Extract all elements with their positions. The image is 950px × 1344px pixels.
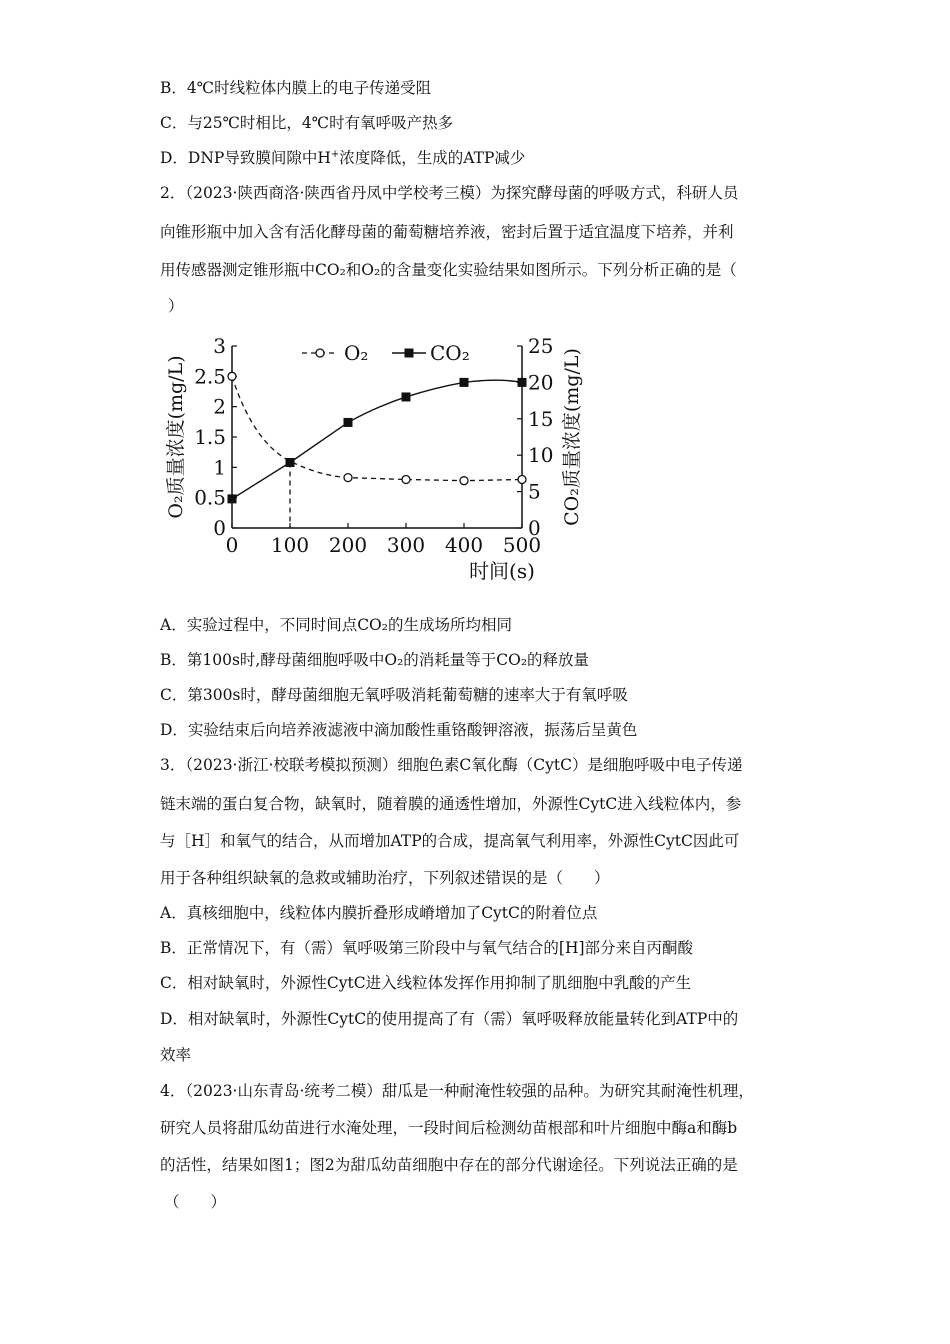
q1-option-c: C．与25℃时相比，4℃时有氧呼吸产热多 [160, 114, 454, 132]
y-left-tick-label: 3 [213, 334, 226, 358]
y-right-axis-title: CO₂质量浓度(mg/L) [561, 348, 583, 526]
q3-option-b: B．正常情况下，有（需）氧呼吸第三阶段中与氧气结合的[H]部分来自丙酮酸 [160, 939, 694, 957]
o2-point [518, 475, 526, 483]
o2-point [460, 477, 468, 485]
q2-option-b: B．第100s时,酵母菌细胞呼吸中O₂的消耗量等于CO₂的释放量 [160, 651, 590, 669]
y-left-tick-label: 0 [213, 516, 226, 540]
co2-point [460, 378, 469, 387]
x-tick-label: 300 [386, 533, 426, 557]
co2-point [286, 458, 295, 467]
x-axis-title: 时间(s) [469, 559, 535, 583]
legend-o2-label: O₂ [344, 341, 369, 365]
chart-axes [165, 334, 583, 583]
q2-stem-1: 2．（2023·陕西商洛·陕西省丹凤中学校考三模）为探究酵母菌的呼吸方式，科研人员 [160, 184, 739, 202]
q3-stem-4: 用于各种组织缺氧的急救或辅助治疗，下列叙述错误的是（ ） [160, 869, 610, 887]
legend-co2-label: CO₂ [430, 341, 470, 365]
y-left-tick-label: 1.5 [194, 425, 226, 449]
q1-option-b: B．4℃时线粒体内膜上的电子传递受阻 [160, 79, 432, 97]
q3-option-a: A．真核细胞中，线粒体内膜折叠形成嵴增加了CytC的附着位点 [160, 904, 598, 922]
x-tick-label: 500 [502, 533, 542, 557]
x-tick-label: 200 [328, 533, 368, 557]
series-co2 [228, 378, 527, 503]
q1-option-d-sup: + [330, 148, 340, 160]
y-right-tick-label: 20 [528, 370, 554, 395]
q4-stem-4: （ ） [164, 1193, 227, 1211]
series-o2 [228, 372, 526, 484]
q2-stem-3: 用传感器测定锥形瓶中CO₂和O₂的含量变化实验结果如图所示。下列分析正确的是（ [160, 261, 737, 279]
y-left-tick-label: 0.5 [194, 485, 226, 510]
legend-co2-marker [405, 349, 414, 358]
o2-point [402, 475, 410, 483]
q3-stem-2: 链末端的蛋白复合物，缺氧时，随着膜的通透性增加，外源性CytC进入线粒体内，参 [160, 795, 742, 813]
q4-stem-3: 的活性，结果如图1；图2为甜瓜幼苗细胞中存在的部分代谢途径。下列说法正确的是 [160, 1156, 738, 1174]
o2-line [232, 376, 522, 480]
q3-stem-1: 3．（2023·浙江·校联考模拟预测）细胞色素C氧化酶（CytC）是细胞呼吸中电子传递 [160, 756, 743, 774]
q2-option-d: D．实验结束后向培养液滤液中滴加酸性重铬酸钾溶液，振荡后呈黄色 [160, 721, 638, 739]
q3-option-c: C．相对缺氧时，外源性CytC进入线粒体发挥作用抑制了肌细胞中乳酸的产生 [160, 974, 692, 992]
x-tick-label: 400 [444, 533, 484, 557]
y-right-tick-label: 10 [528, 443, 554, 468]
o2-point [344, 474, 352, 482]
q4-stem-1: 4．（2023·山东青岛·统考二模）甜瓜是一种耐淹性较强的品种。为研究其耐淹性机理， [160, 1082, 754, 1100]
co2-point [518, 378, 527, 387]
y-right-tick-label: 25 [528, 334, 554, 358]
q2-option-a: A．实验过程中，不同时间点CO₂的生成场所均相同 [160, 616, 512, 634]
o2-co2-chart [160, 328, 590, 588]
co2-point [344, 418, 353, 427]
q2-option-c: C．第300s时，酵母菌细胞无氧呼吸消耗葡萄糖的速率大于有氧呼吸 [160, 686, 628, 704]
y-left-tick-label: 1 [213, 455, 226, 480]
y-right-tick-label: 0 [528, 516, 541, 540]
co2-point [402, 392, 411, 401]
q2-stem-4: ） [168, 297, 184, 315]
co2-line [232, 380, 522, 499]
o2-point [228, 372, 236, 380]
y-left-axis-title: O₂质量浓度(mg/L) [165, 355, 187, 519]
q3-stem-3: 与［H］和氧气的结合，从而增加ATP的合成，提高氧气利用率，外源性CytC因此可 [160, 832, 740, 850]
q1-option-d-post: 浓度降低，生成的ATP减少 [339, 149, 526, 167]
chart-legend [302, 341, 470, 365]
q2-stem-2: 向锥形瓶中加入含有活化酵母菌的葡萄糖培养液，密封后置于适宜温度下培养，并利 [160, 223, 734, 241]
q3-option-d: D．相对缺氧时，外源性CytC的使用提高了有（需）氧呼吸释放能量转化到ATP中的 [160, 1010, 739, 1028]
co2-point [228, 494, 237, 503]
q1-option-d-pre: D．DNP导致膜间隙中H [160, 149, 331, 167]
y-right-tick-label: 15 [528, 406, 554, 431]
q1-option-d [160, 148, 525, 168]
q3-option-d-cont: 效率 [160, 1046, 192, 1064]
q4-stem-2: 研究人员将甜瓜幼苗进行水淹处理，一段时间后检测幼苗根部和叶片细胞中酶a和酶b [160, 1119, 738, 1137]
y-left-tick-label: 2.5 [194, 364, 226, 389]
x-tick-label: 0 [225, 533, 239, 557]
y-left-tick-label: 2 [213, 394, 226, 419]
y-right-tick-label: 5 [528, 479, 541, 504]
legend-o2-marker [316, 349, 324, 357]
x-tick-label: 100 [270, 533, 310, 557]
